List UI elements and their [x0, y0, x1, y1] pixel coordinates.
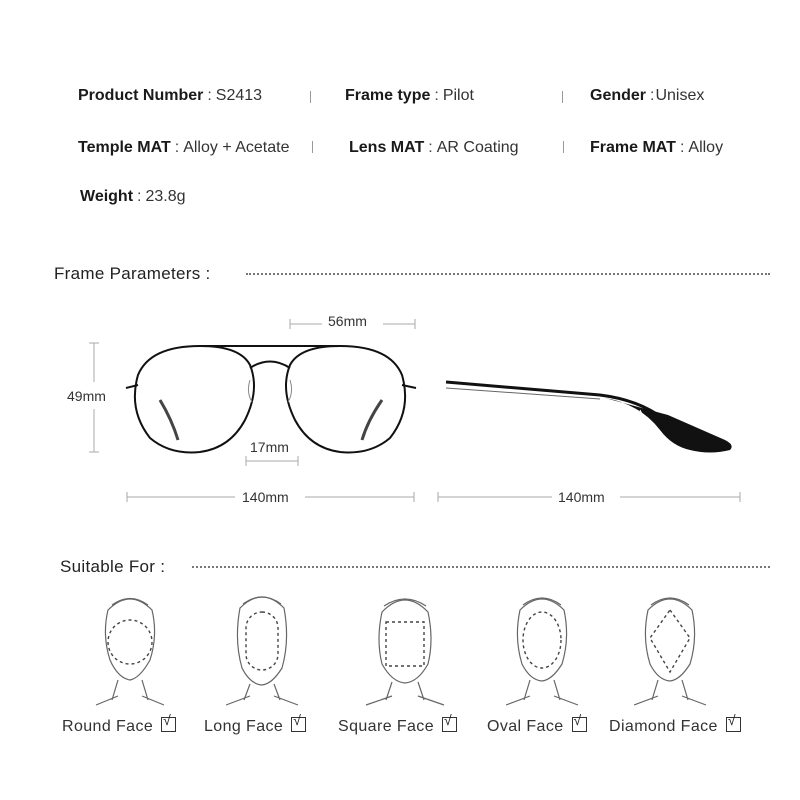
- divider: [310, 91, 311, 103]
- checkbox: [726, 712, 741, 732]
- spec-value: AR Coating: [436, 139, 519, 156]
- glasses-diagram: [0, 300, 800, 520]
- spec-label: Lens MAT: [349, 139, 425, 156]
- check-icon: √: [163, 712, 172, 728]
- checkbox: [572, 712, 587, 732]
- front-view-frame: [126, 346, 416, 452]
- checkbox: [161, 712, 176, 732]
- face-label: Diamond Face: [609, 718, 718, 735]
- spec-value: Unisex: [655, 87, 705, 104]
- face-option-diamond: [609, 712, 741, 736]
- spec-separator: :: [207, 87, 212, 104]
- spec-separator: :: [428, 139, 433, 156]
- spec-value: Pilot: [442, 87, 474, 104]
- divider: [563, 141, 564, 153]
- spec-separator: :: [174, 139, 180, 156]
- spec-gender: [590, 87, 704, 105]
- lens-height-label: 49mm: [67, 388, 106, 404]
- spec-separator: :: [679, 139, 685, 156]
- spec-label: Frame MAT: [590, 139, 676, 156]
- spec-frame-type: [345, 87, 474, 105]
- spec-label: Gender: [590, 87, 647, 104]
- face-option-square: [338, 712, 457, 736]
- face-label: Oval Face: [487, 718, 564, 735]
- spec-value: Alloy + Acetate: [183, 139, 290, 156]
- face-shapes-illustration: [0, 585, 800, 710]
- divider: [312, 141, 313, 153]
- divider: [562, 91, 563, 103]
- temple-tips: [160, 400, 382, 440]
- section-divider: [246, 273, 770, 275]
- spec-value: Alloy: [688, 139, 724, 156]
- spec-value: 23.8g: [145, 188, 186, 205]
- face-option-long: [204, 712, 306, 736]
- spec-weight: [80, 188, 186, 206]
- spec-separator: :: [137, 188, 142, 205]
- checkbox: [442, 712, 457, 732]
- spec-temple-mat: [78, 139, 290, 157]
- suitable-for-title: Suitable For :: [60, 557, 166, 576]
- face-option-oval: [487, 712, 587, 736]
- face-label: Round Face: [62, 718, 154, 735]
- spec-value: S2413: [215, 87, 263, 104]
- side-view-temple: [446, 382, 732, 453]
- spec-separator: :: [434, 87, 439, 104]
- diamond-face-icon: [634, 598, 706, 705]
- check-icon: √: [727, 712, 736, 728]
- spec-product-number: [78, 87, 262, 105]
- face-option-round: [62, 712, 176, 736]
- spec-label: Frame type: [345, 87, 431, 104]
- oval-face-icon: [506, 598, 578, 705]
- spec-separator: :: [650, 87, 655, 104]
- spec-frame-mat: [590, 139, 723, 157]
- spec-label: Weight: [80, 188, 134, 205]
- spec-lens-mat: [349, 139, 519, 157]
- long-face-icon: [226, 597, 298, 705]
- square-face-icon: [366, 599, 444, 705]
- bridge-width-label: 17mm: [250, 439, 289, 455]
- face-label: Square Face: [338, 718, 435, 735]
- checkbox: [291, 712, 306, 732]
- frame-width-label: 140mm: [242, 489, 289, 505]
- spec-label: Temple MAT: [78, 139, 171, 156]
- spec-label: Product Number: [78, 87, 204, 104]
- frame-parameters-title: Frame Parameters :: [54, 264, 211, 283]
- check-icon: √: [573, 712, 582, 728]
- face-label: Long Face: [204, 718, 284, 735]
- lens-width-label: 56mm: [328, 313, 367, 329]
- check-icon: √: [444, 712, 453, 728]
- check-icon: √: [293, 712, 302, 728]
- section-divider: [192, 566, 770, 568]
- temple-length-label: 140mm: [558, 489, 605, 505]
- round-face-icon: [96, 599, 164, 706]
